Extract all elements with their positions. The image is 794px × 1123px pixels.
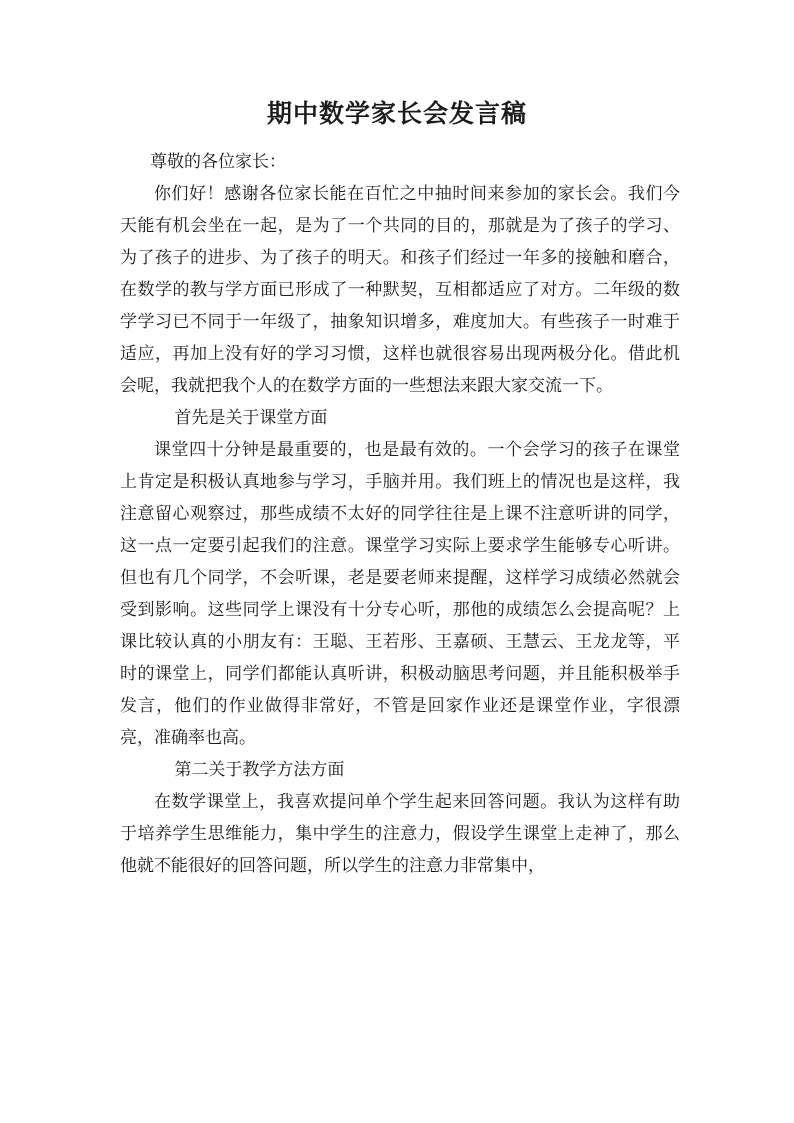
document-body <box>120 178 680 882</box>
salutation: 尊敬的各位家长： <box>150 152 286 172</box>
section-heading-classroom: 首先是关于课堂方面 <box>174 408 328 428</box>
paragraph-teaching-method: 在数学课堂上，我喜欢提问单个学生起来回答问题。我认为这样有助于培养学生思维能力，集中学生的注意力，假设学生课堂上走神了，那么他就不能很好的回答问题，所以学生的注意力非常集中， <box>120 792 680 876</box>
paragraph-classroom: 课堂四十分钟是最重要的，也是最有效的。一个会学习的孩子在课堂上肯定是积极认真地参与学习，手脑并用。我们班上的情况也是这样，我注意留心观察过，那些成绩不太好的同学往往是上课不注意听讲的同学，这一点一定要引起我们的注意。课堂学习实际上要求学生能够专心听讲。但也有几个同学，不会听课，老是要老师来提醒，这样学习成绩必然就会受到影响。这些同学上课没有十分专心听，那他的成绩怎么会提高呢？上课比较认真的小朋友有：王聪、王若彤、王嘉硕、王慧云、王龙龙等，平时的课堂上，同学们都能认真听讲，积极动脑思考问题，并且能积极举手发言，他们的作业做得非常好，不管是回家作业还是课堂作业，字很漂亮，准确率也高。 <box>120 440 680 748</box>
document-title: 期中数学家长会发言稿 <box>266 99 527 128</box>
paragraph-greeting: 你们好！感谢各位家长能在百忙之中抽时间来参加的家长会。我们今天能有机会坐在一起，是为了一个共同的目的，那就是为了孩子的学习、为了孩子的进步、为了孩子的明天。和孩子们经过一年多的接触和磨合，在数学的教与学方面已形成了一种默契，互相都适应了对方。二年级的数学学习已不同于一年级了，抽象知识增多，难度加大。有些孩子一时难于适应，再加上没有好的学习习惯，这样也就很容易出现两极分化。借此机会呢，我就把我个人的在数学方面的一些想法来跟大家交流一下。 <box>120 184 680 396</box>
section-heading-teaching-method: 第二关于教学方法方面 <box>174 760 345 780</box>
